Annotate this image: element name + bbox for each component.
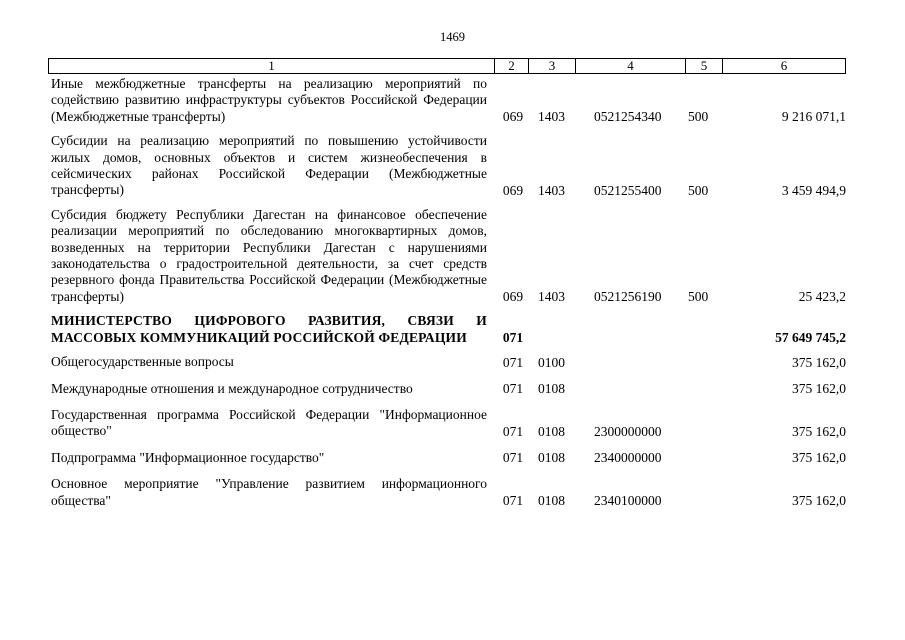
table-header xyxy=(48,58,846,74)
row-description: Субсидии на реализацию мероприятий по повышению устойчивости жилых домов, основных объектов и систем жизнеобеспечения в сейсмических районах Российской Федерации (Межбюджетные трансферты) xyxy=(51,133,487,198)
table-row xyxy=(51,207,846,305)
row-col-2: 071 xyxy=(502,423,524,439)
row-col-4: 0521254340 xyxy=(594,109,662,125)
row-description: МИНИСТЕРСТВО ЦИФРОВОГО РАЗВИТИЯ, СВЯЗИ И МАССОВЫХ КОММУНИКАЦИЙ РОССИЙСКОЙ ФЕДЕРАЦИИ xyxy=(51,313,487,345)
table-row xyxy=(51,476,846,509)
row-description: Общегосударственные вопросы xyxy=(51,354,234,370)
row-col-3: 0100 xyxy=(538,354,565,370)
row-col-4: 0521256190 xyxy=(594,289,662,305)
row-col-5: 500 xyxy=(688,182,709,198)
page-number: 1469 xyxy=(440,30,465,44)
header-col-4: 4 xyxy=(576,59,686,73)
row-col-4: 2340000000 xyxy=(594,450,662,466)
header-col-5: 5 xyxy=(686,59,723,73)
row-description: Основное мероприятие "Управление развитием информационного общества" xyxy=(51,476,487,508)
row-col-5: 500 xyxy=(688,289,709,305)
row-col-3: 1403 xyxy=(538,109,565,125)
table-row xyxy=(51,76,846,125)
row-col-6: 3 459 494,9 xyxy=(781,182,846,198)
header-col-2: 2 xyxy=(495,59,529,73)
row-col-4: 2340100000 xyxy=(594,492,662,508)
row-description: Иные межбюджетные трансферты на реализацию мероприятий по содействию развитию инфраструктуры субъектов Российской Федерации (Межбюджетные трансферты) xyxy=(51,76,487,124)
table-body xyxy=(51,76,846,509)
row-col-3: 0108 xyxy=(538,450,565,466)
row-col-3: 1403 xyxy=(538,289,565,305)
row-col-3: 0108 xyxy=(538,380,565,396)
row-col-2: 069 xyxy=(502,289,524,305)
header-col-6: 6 xyxy=(780,58,788,73)
row-col-6: 375 162,0 xyxy=(792,450,846,466)
row-col-2: 071 xyxy=(502,450,524,466)
row-col-2: 069 xyxy=(502,182,524,198)
row-description: Государственная программа Российской Федерации "Информационное общество" xyxy=(51,406,487,439)
row-col-6: 9 216 071,1 xyxy=(781,109,846,125)
row-col-3: 1403 xyxy=(538,182,565,198)
row-col-5: 500 xyxy=(688,109,709,125)
header-col-1: 1 xyxy=(49,59,495,73)
row-col-3: 0108 xyxy=(538,423,565,439)
row-col-2: 071 xyxy=(502,492,524,508)
row-col-6: 375 162,0 xyxy=(792,423,846,439)
table-row xyxy=(51,450,846,466)
row-description: Подпрограмма "Информационное государство" xyxy=(51,449,325,465)
row-col-6: 57 649 745,2 xyxy=(775,330,846,346)
row-col-6: 25 423,2 xyxy=(798,289,846,305)
table-row xyxy=(51,313,846,346)
row-col-6: 375 162,0 xyxy=(792,380,846,396)
header-col-3: 3 xyxy=(529,59,576,73)
row-description: Субсидия бюджету Республики Дагестан на финансовое обеспечение реализации мероприятий по обследованию многоквартирных домов, возведенных на территории Республики Дагестан с нарушениями законодательства о градостроительной деятельности, за счет средств резервного фонда Правительства Российской Федерации (Межбюджетные трансферты) xyxy=(51,206,487,304)
row-col-6: 375 162,0 xyxy=(792,492,846,508)
table-row xyxy=(51,381,846,397)
row-description: Международные отношения и международное сотрудничество xyxy=(51,380,413,396)
row-col-2: 071 xyxy=(502,330,524,346)
row-col-4: 0521255400 xyxy=(594,182,662,198)
row-col-3: 0108 xyxy=(538,492,565,508)
table-row xyxy=(51,407,846,440)
table-row xyxy=(51,133,846,199)
row-col-2: 071 xyxy=(502,354,524,370)
row-col-4: 2300000000 xyxy=(594,423,662,439)
row-col-2: 071 xyxy=(502,380,524,396)
row-col-2: 069 xyxy=(502,109,524,125)
table-row xyxy=(51,354,846,370)
row-col-6: 375 162,0 xyxy=(792,354,846,370)
